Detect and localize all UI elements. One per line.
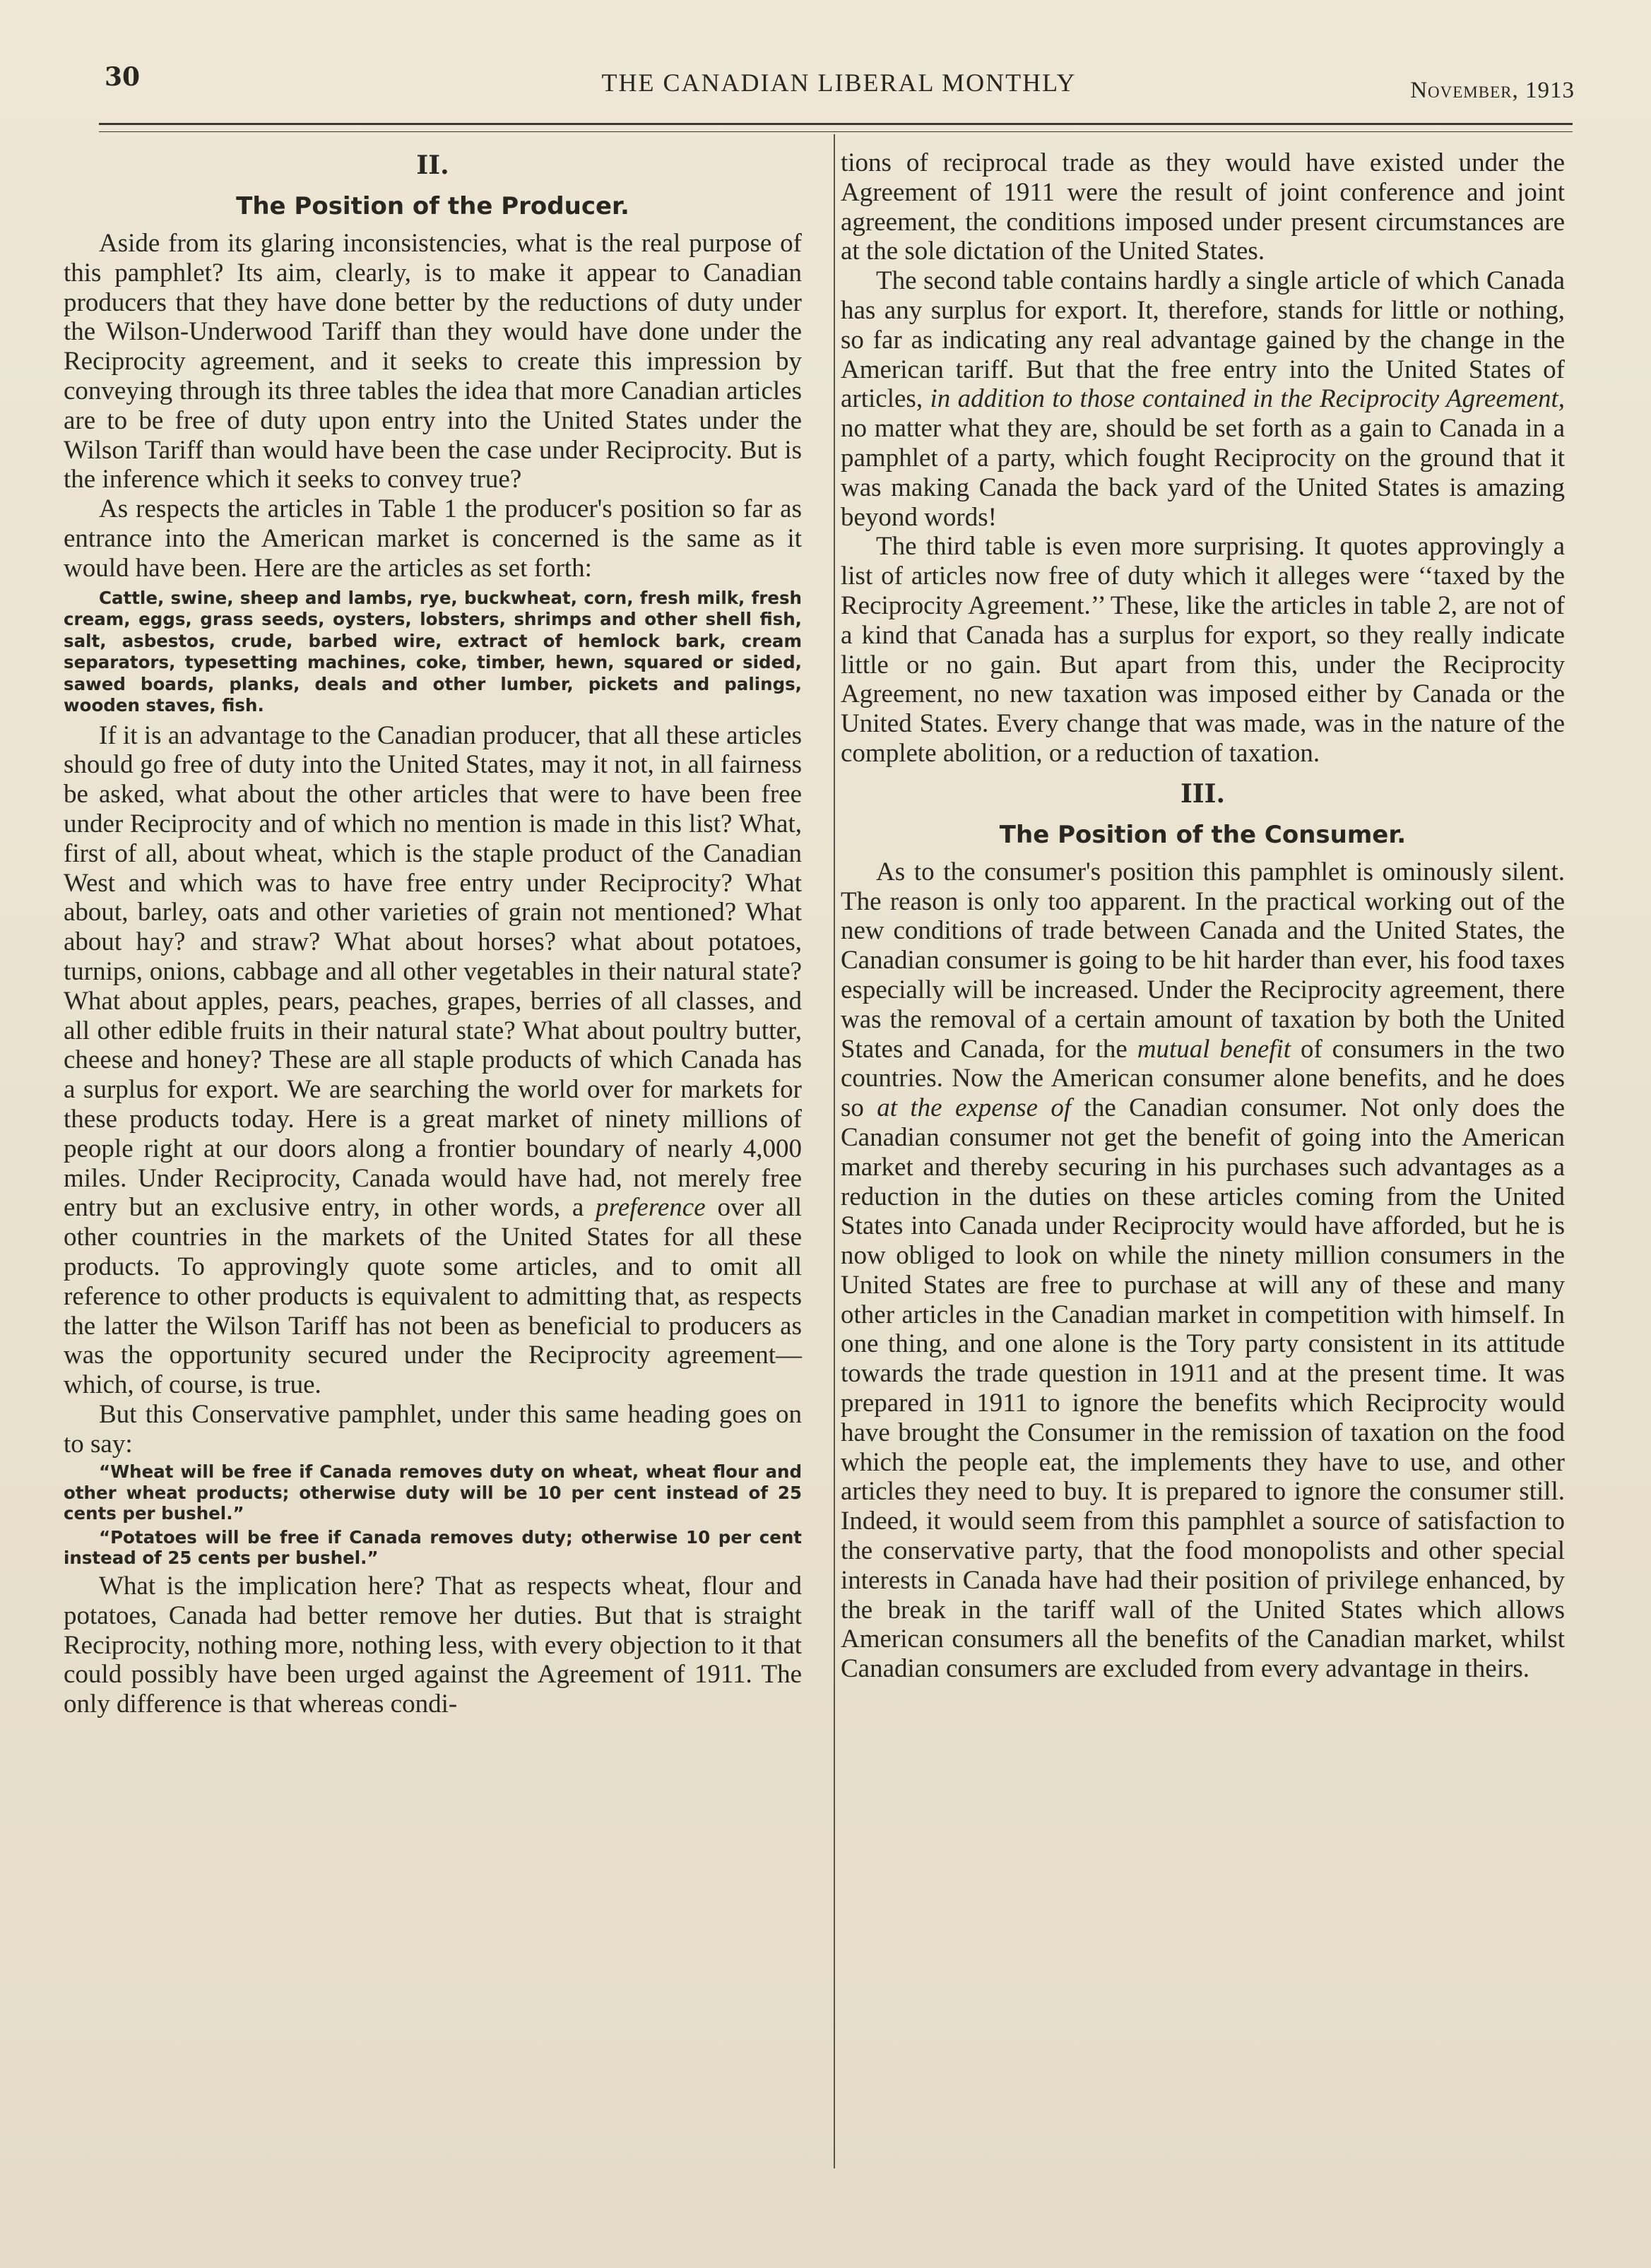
paragraph: Aside from its glaring inconsistencies, what is the real purpose of this pamphlet? Its aim, clearly, is to make it appear to Canadian producers that they have done better by the reductions of duty under the Wilson-Underwood Tariff than they would have done under the Reciprocity agreement, and it seeks to create this impression by conveying through its three tables the idea that more Canadian articles are to be free of duty upon entry into the United States under the Wilson Tariff than would have been the case under Reciprocity. But is the inference which it seeks to convey true? [64, 229, 802, 494]
paragraph-text: As to the consumer's position this pamphlet is ominously silent. The reason is only too apparent. In the practical working out of the new conditions of trade between Canada and the United States, the Canadian consumer is going to be hit harder than ever, his food taxes especially will be increased. Under the Reciprocity agreement, there was the removal of a certain amount of taxation by both the United States and Canada, for the [841, 857, 1565, 1064]
block-quote: “Wheat will be free if Canada removes duty on wheat, wheat flour and other wheat products; otherwise duty will be 10 per cent instead of 25 cents per bushel.” [64, 1461, 802, 1524]
left-column [64, 148, 802, 1719]
section-numeral: II. [416, 150, 449, 180]
paragraph-text: If it is an advantage to the Canadian producer, that all these articles should go free of duty into the United States, may it not, in all fairness be asked, what about the other articles that were to have been free under Reciprocity and of which no mention is made in this list? What, first of all, about wheat, which is the staple product of the Canadian West and which was to have free entry under Reciprocity? What about, barley, oats and other varieties of grain not mentioned? What about hay? and straw? What about horses? what about potatoes, turnips, onions, cabbage and all other vegetables in their natural state? What about apples, pears, peaches, grapes, berries of all classes, and all other edible fruits in their natural state? What about poultry butter, cheese and honey? These are all staple products of which Canada has a surplus for export. We are searching the world over for markets for these products today. Here is a great market of ninety millions of people right at our doors along a frontier boundary of nearly 4,000 miles. Under Reciprocity, Canada would have had, not merely free entry but an exclusive entry, in other words, a [64, 720, 802, 1223]
page-header [99, 58, 1579, 107]
header-rule-thin [99, 131, 1573, 132]
paragraph-text: over all other countries in the markets of the United States for all these products. To approvingly quote some articles, and to omit all reference to other products is equivalent to admitting that, as respects the latter the Wilson Tariff has not been as beneficial to producers as was the opportunity secured under the Reciprocity agreement—which, of course, is true. [64, 1193, 803, 1400]
issue-date: November, 1913 [1410, 78, 1575, 103]
paragraph: As respects the articles in Table 1 the producer's position so far as entrance into the American market is concerned is the same as it would have been. Here are the articles as set forth: [64, 494, 802, 583]
section-spacer [841, 768, 1565, 777]
italic-text: mutual benefit [1137, 1034, 1291, 1064]
paragraph: The third table is even more surprising. It quotes approvingly a list of articles now free of duty which it alleges were ‘‘taxed by the Reciprocity Agreement.’’ These, like the articles in table 2, are not of a kind that Canada has a surplus for export, so they really indicate little or no gain. But apart from this, under the Reciprocity Agreement, no new taxation was imposed either by Canada or the United States. Every change that was made, was in the nature of the complete abolition, or a reduction of taxation. [841, 532, 1565, 768]
italic-text: in addition to those contained in the Reciprocity Agreement, [930, 384, 1566, 414]
paragraph: tions of reciprocal trade as they would have existed under the Agreement of 1911 were the result of joint conference and joint agreement, the conditions imposed under present circumstances are at the sole dictation of the United States. [841, 148, 1565, 266]
paragraph: What is the implication here? That as respects wheat, flour and potatoes, Canada had better remove her duties. But that is straight Reciprocity, nothing more, nothing less, with every objection to it that could possibly have been urged against the Agreement of 1911. The only difference is that whereas condi- [64, 1571, 802, 1719]
article-list: Cattle, swine, sheep and lambs, rye, buckwheat, corn, fresh milk, fresh cream, eggs, grass seeds, oysters, lobsters, shrimps and other shell fish, salt, asbestos, crude, barbed wire, extract of hemlock bark, cream separators, typesetting machines, coke, timber, hewn, squared or sided, sawed boards, planks, deals and other lumber, pickets and palings, wooden staves, fish. [64, 587, 802, 716]
paragraph-text: no matter what they are, should be set forth as a gain to Canada in a pamphlet of a party, which fought Reciprocity on the ground that it was making Canada the back yard of the United States is amazing beyond words! [841, 414, 1565, 532]
italic-text: at the expense of [877, 1093, 1072, 1123]
paragraph-text: the Canadian consumer. Not only does the Canadian consumer not get the benefit of going into the American market and thereby securing in his purchases such advantages as a reduction in the duties on these articles coming from the United States into Canada under Reciprocity would have afforded, but he is now obliged to look on while the ninety million consumers in the United States are free to purchase at will any of these and many other articles in the Canadian market in competition with himself. In one thing, and one alone is the Tory party consistent in its attitude towards the trade question in 1911 and at the present time. It was prepared in 1911 to ignore the benefits which Reciprocity would have brought the Consumer in the remission of taxation on the food which the people eat, the implements they have to use, and other articles they need to buy. It is prepared to ignore the consumer still. Indeed, it would seem from this pamphlet a source of satisfaction to the conservative party, that the food monopolists and other special interests in Canada have had their position of privilege enhanced, by the break in the tariff wall of the United States which allows American consumers all the benefits of the Canadian market, whilst Canadian consumers are excluded from every advantage in theirs. [841, 1093, 1565, 1684]
paragraph-text: of consumers in the two countries. Now the American consumer alone benefits, and he does so [841, 1034, 1566, 1123]
paragraph-text: The second table contains hardly a single article of which Canada has any surplus for export. It, therefore, stands for little or nothing, so far as indicating any real advantage gained by the change in the American tariff. But that the free entry into the United States of articles, [841, 266, 1565, 414]
right-column [841, 148, 1565, 1684]
block-quote: “Potatoes will be free if Canada removes duty; otherwise 10 per cent instead of 25 cents per bushel.” [64, 1526, 802, 1569]
section-heading: The Position of the Consumer. [999, 820, 1407, 849]
italic-text: preference [596, 1193, 706, 1223]
header-rule-thick [99, 123, 1573, 125]
column-divider [834, 134, 835, 2168]
paragraph [841, 266, 1565, 532]
journal-title: THE CANADIAN LIBERAL MONTHLY [601, 69, 1077, 97]
paragraph [841, 857, 1565, 1684]
section-numeral: III. [1180, 778, 1226, 809]
section-heading: The Position of the Producer. [236, 192, 629, 220]
paragraph [64, 721, 802, 1400]
paragraph: But this Conservative pamphlet, under this same heading goes on to say: [64, 1399, 802, 1459]
page-number: 30 [105, 62, 141, 92]
